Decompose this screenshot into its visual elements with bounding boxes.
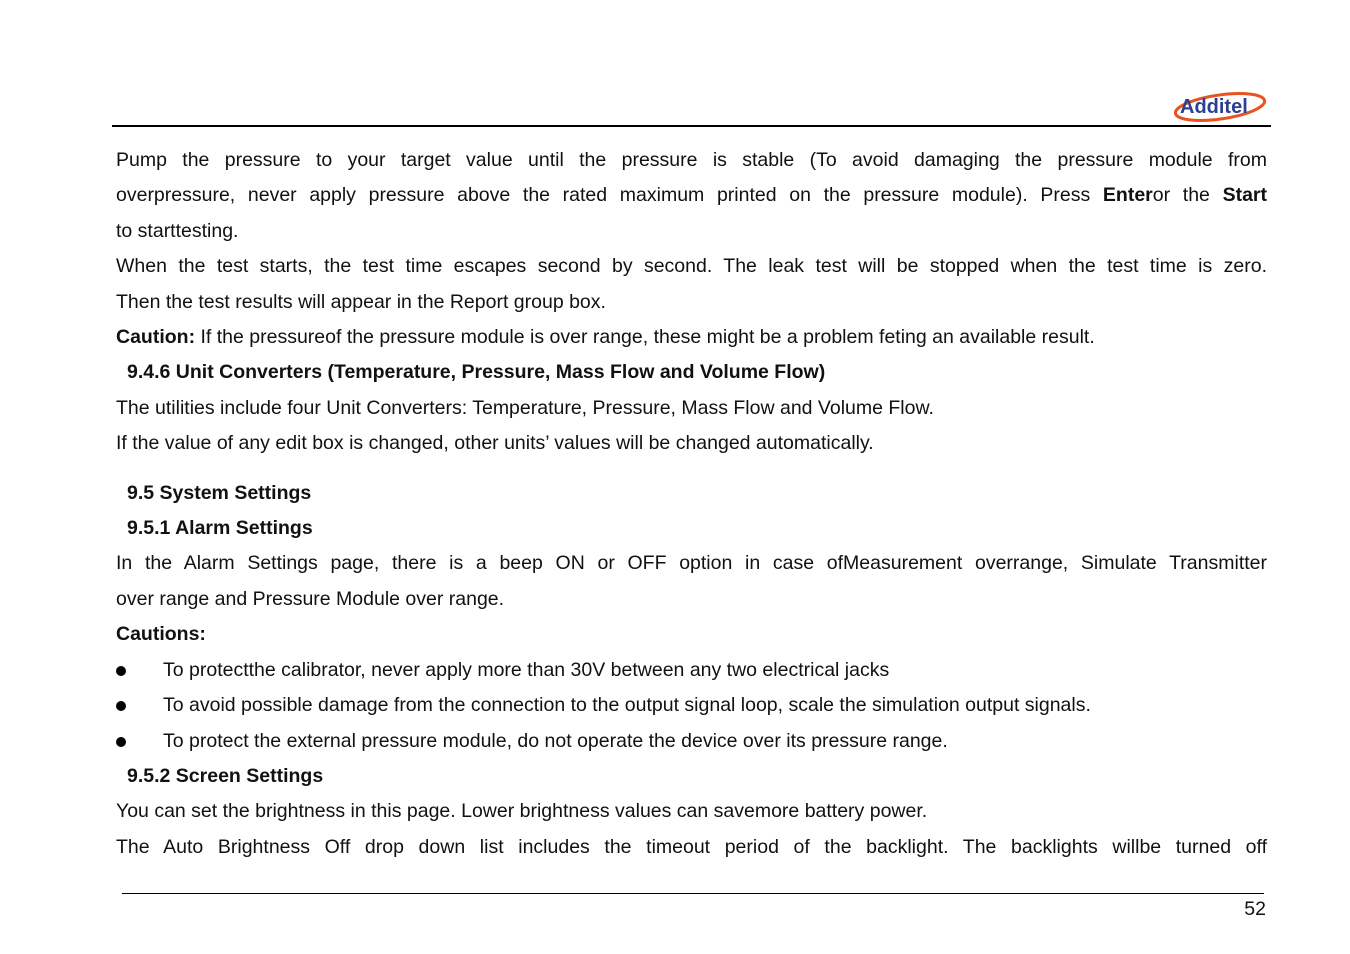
body-line: over range and Pressure Module over range. (116, 587, 505, 610)
bullet-dot-icon (116, 666, 126, 676)
cautions-label: Cautions: (116, 623, 206, 646)
section-heading-9-4-6: 9.4.6 Unit Converters (Temperature, Pressure, Mass Flow and Volume Flow) (127, 361, 826, 384)
bullet-text: To avoid possible damage from the connection to the output signal loop, scale the simulation output signals. (163, 694, 1091, 717)
section-heading-9-5-1: 9.5.1 Alarm Settings (127, 517, 313, 540)
body-line: When the test starts, the test time escapes second by second. The leak test will be stopped when the test time is zero. (116, 255, 1267, 278)
section-heading-9-5: 9.5 System Settings (127, 481, 312, 504)
page-body (116, 143, 1267, 865)
bullet-text: To protectthe calibrator, never apply more than 30V between any two electrical jacks (163, 658, 890, 681)
start-key-label: Start (1222, 184, 1267, 207)
body-line: The Auto Brightness Off drop down list includes the timeout period of the backlight. The backlights willbe turned off (116, 835, 1267, 858)
body-line: If the value of any edit box is changed, other units’ values will be changed automatically. (116, 432, 874, 455)
body-line: Pump the pressure to your target value until the pressure is stable (To avoid damaging the pressure module from (116, 149, 1267, 171)
bullet-dot-icon (116, 737, 126, 747)
caution-label: Caution: (116, 326, 196, 349)
footer-rule (122, 893, 1264, 894)
header-rule (112, 125, 1271, 127)
page-number: 52 (1244, 898, 1266, 920)
additel-logo (1172, 88, 1270, 126)
bullet-item (116, 653, 1267, 688)
body-line: The utilities include four Unit Converters: Temperature, Pressure, Mass Flow and Volume Flow. (116, 396, 934, 419)
bullet-item (116, 688, 1267, 723)
body-line: Then the test results will appear in the Report group box. (116, 290, 606, 313)
caution-line (116, 320, 1267, 355)
bullet-dot-icon (116, 701, 126, 711)
body-line: You can set the brightness in this page. Lower brightness values can savemore battery power. (116, 800, 928, 823)
caution-text: If the pressureof the pressure module is over range, these might be a problem feting an available result. (195, 326, 1095, 349)
body-text: or the (1152, 184, 1223, 207)
body-text: overpressure, never apply pressure above the rated maximum printed on the pressure module). Press (116, 184, 1103, 207)
enter-key-label: Enter (1102, 184, 1153, 207)
logo-text: Additel (1180, 96, 1248, 118)
bullet-text: To protect the external pressure module, do not operate the device over its pressure range. (163, 729, 948, 752)
bullet-item (116, 724, 1267, 759)
body-line: In the Alarm Settings page, there is a beep ON or OFF option in case ofMeasurement overrange, Simulate Transmitter (116, 552, 1267, 575)
body-line (116, 178, 1267, 213)
body-line: to starttesting. (116, 219, 239, 242)
section-heading-9-5-2: 9.5.2 Screen Settings (127, 764, 324, 787)
